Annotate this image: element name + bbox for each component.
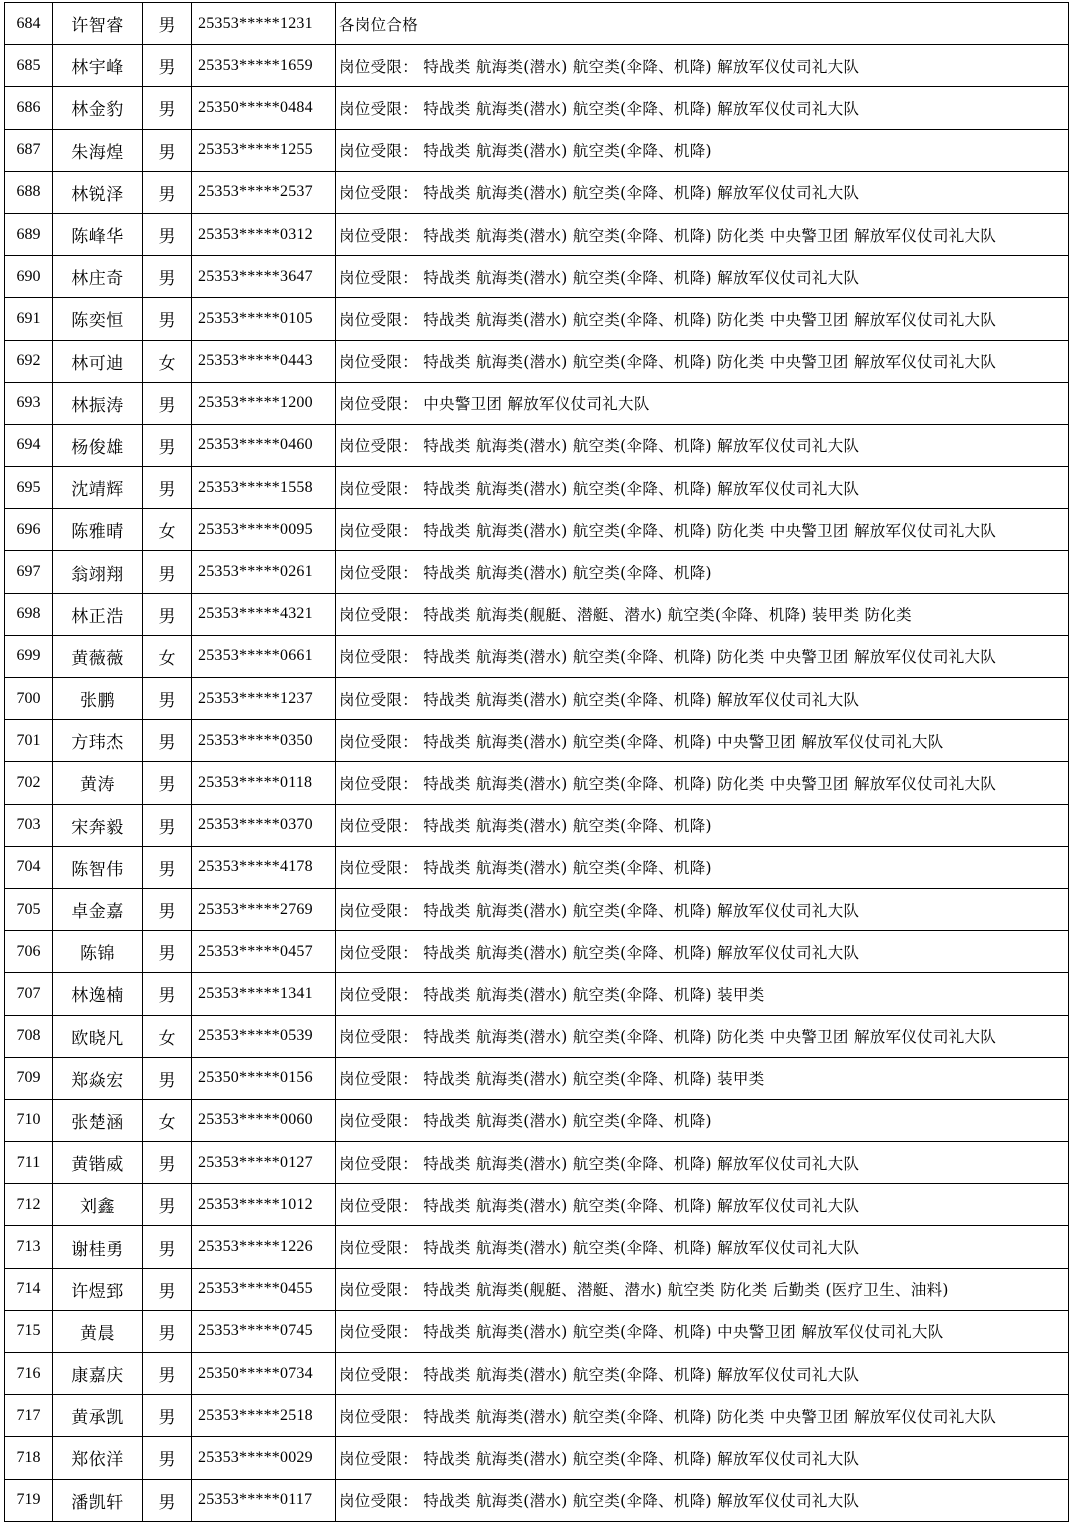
- result-cell: 岗位受限： 特战类 航海类(潜水) 航空类(伞降、机降) 防化类 中央警卫团 解放军仪仗司礼大队: [336, 298, 1069, 340]
- row-number-cell: 705: [5, 888, 53, 930]
- name-cell: 陈雅晴: [53, 509, 143, 551]
- id-number-cell: 25353*****0029: [192, 1437, 336, 1479]
- id-number-cell: 25350*****0156: [192, 1057, 336, 1099]
- gender-cell: 男: [143, 1142, 192, 1184]
- id-number-cell: 25353*****1255: [192, 129, 336, 171]
- result-cell: 岗位受限： 特战类 航海类(潜水) 航空类(伞降、机降): [336, 804, 1069, 846]
- id-number-cell: 25353*****2518: [192, 1395, 336, 1437]
- gender-cell: 男: [143, 1437, 192, 1479]
- row-number-cell: 710: [5, 1099, 53, 1141]
- name-cell: 黄涛: [53, 762, 143, 804]
- id-number-cell: 25353*****0350: [192, 720, 336, 762]
- gender-cell: 男: [143, 846, 192, 888]
- gender-cell: 女: [143, 509, 192, 551]
- name-cell: 陈锦: [53, 931, 143, 973]
- table-row: [5, 720, 1069, 762]
- table-row: [5, 635, 1069, 677]
- name-cell: 陈智伟: [53, 846, 143, 888]
- result-cell: 岗位受限： 特战类 航海类(潜水) 航空类(伞降、机降) 解放军仪仗司礼大队: [336, 171, 1069, 213]
- name-cell: 林金豹: [53, 87, 143, 129]
- row-number-cell: 700: [5, 678, 53, 720]
- table-row: [5, 1479, 1069, 1521]
- result-cell: 岗位受限： 特战类 航海类(潜水) 航空类(伞降、机降) 中央警卫团 解放军仪仗司礼大队: [336, 720, 1069, 762]
- id-number-cell: 25353*****3647: [192, 256, 336, 298]
- table-row: [5, 213, 1069, 255]
- name-cell: 郑焱宏: [53, 1057, 143, 1099]
- result-cell: 岗位受限： 特战类 航海类(潜水) 航空类(伞降、机降) 解放军仪仗司礼大队: [336, 931, 1069, 973]
- table-row: [5, 3, 1069, 45]
- row-number-cell: 695: [5, 467, 53, 509]
- table-row: [5, 551, 1069, 593]
- name-cell: 翁翊翔: [53, 551, 143, 593]
- id-number-cell: 25353*****0455: [192, 1268, 336, 1310]
- id-number-cell: 25353*****0118: [192, 762, 336, 804]
- name-cell: 杨俊雄: [53, 424, 143, 466]
- row-number-cell: 688: [5, 171, 53, 213]
- gender-cell: 男: [143, 678, 192, 720]
- gender-cell: 女: [143, 1015, 192, 1057]
- id-number-cell: 25353*****1231: [192, 3, 336, 45]
- row-number-cell: 689: [5, 213, 53, 255]
- name-cell: 陈峰华: [53, 213, 143, 255]
- gender-cell: 男: [143, 171, 192, 213]
- table-row: [5, 171, 1069, 213]
- gender-cell: 男: [143, 931, 192, 973]
- table-row: [5, 467, 1069, 509]
- table-row: [5, 762, 1069, 804]
- result-cell: 岗位受限： 特战类 航海类(潜水) 航空类(伞降、机降) 防化类 中央警卫团 解放军仪仗司礼大队: [336, 762, 1069, 804]
- table-row: [5, 888, 1069, 930]
- id-number-cell: 25353*****0312: [192, 213, 336, 255]
- row-number-cell: 711: [5, 1142, 53, 1184]
- gender-cell: 男: [143, 804, 192, 846]
- name-cell: 张鹏: [53, 678, 143, 720]
- gender-cell: 男: [143, 382, 192, 424]
- result-cell: 岗位受限： 特战类 航海类(潜水) 航空类(伞降、机降) 解放军仪仗司礼大队: [336, 1479, 1069, 1521]
- table-row: [5, 1268, 1069, 1310]
- id-number-cell: 25353*****0261: [192, 551, 336, 593]
- row-number-cell: 716: [5, 1353, 53, 1395]
- name-cell: 方玮杰: [53, 720, 143, 762]
- id-number-cell: 25353*****0117: [192, 1479, 336, 1521]
- row-number-cell: 701: [5, 720, 53, 762]
- id-number-cell: 25353*****0539: [192, 1015, 336, 1057]
- gender-cell: 男: [143, 213, 192, 255]
- id-number-cell: 25353*****0460: [192, 424, 336, 466]
- results-table: [4, 2, 1069, 1522]
- result-cell: 岗位受限： 特战类 航海类(潜水) 航空类(伞降、机降) 中央警卫团 解放军仪仗司礼大队: [336, 1310, 1069, 1352]
- gender-cell: 男: [143, 424, 192, 466]
- row-number-cell: 709: [5, 1057, 53, 1099]
- result-cell: 岗位受限： 特战类 航海类(潜水) 航空类(伞降、机降) 解放军仪仗司礼大队: [336, 1142, 1069, 1184]
- row-number-cell: 718: [5, 1437, 53, 1479]
- row-number-cell: 697: [5, 551, 53, 593]
- row-number-cell: 706: [5, 931, 53, 973]
- table-row: [5, 424, 1069, 466]
- result-cell: 岗位受限： 特战类 航海类(潜水) 航空类(伞降、机降) 解放军仪仗司礼大队: [336, 45, 1069, 87]
- gender-cell: 男: [143, 593, 192, 635]
- table-row: [5, 340, 1069, 382]
- table-row: [5, 1015, 1069, 1057]
- name-cell: 林逸楠: [53, 973, 143, 1015]
- gender-cell: 男: [143, 720, 192, 762]
- table-row: [5, 1057, 1069, 1099]
- id-number-cell: 25353*****2769: [192, 888, 336, 930]
- id-number-cell: 25353*****1659: [192, 45, 336, 87]
- id-number-cell: 25353*****4178: [192, 846, 336, 888]
- gender-cell: 男: [143, 1184, 192, 1226]
- table-row: [5, 846, 1069, 888]
- name-cell: 宋奔毅: [53, 804, 143, 846]
- row-number-cell: 694: [5, 424, 53, 466]
- table-row: [5, 1226, 1069, 1268]
- row-number-cell: 685: [5, 45, 53, 87]
- id-number-cell: 25353*****0745: [192, 1310, 336, 1352]
- result-cell: 岗位受限： 特战类 航海类(潜水) 航空类(伞降、机降) 解放军仪仗司礼大队: [336, 1226, 1069, 1268]
- name-cell: 谢桂勇: [53, 1226, 143, 1268]
- table-row: [5, 256, 1069, 298]
- gender-cell: 男: [143, 1395, 192, 1437]
- result-cell: 岗位受限： 特战类 航海类(潜水) 航空类(伞降、机降) 装甲类: [336, 1057, 1069, 1099]
- table-row: [5, 1184, 1069, 1226]
- row-number-cell: 719: [5, 1479, 53, 1521]
- id-number-cell: 25353*****4321: [192, 593, 336, 635]
- table-row: [5, 593, 1069, 635]
- result-cell: 岗位受限： 特战类 航海类(潜水) 航空类(伞降、机降): [336, 129, 1069, 171]
- row-number-cell: 708: [5, 1015, 53, 1057]
- id-number-cell: 25353*****0457: [192, 931, 336, 973]
- id-number-cell: 25353*****2537: [192, 171, 336, 213]
- id-number-cell: 25353*****1341: [192, 973, 336, 1015]
- row-number-cell: 687: [5, 129, 53, 171]
- id-number-cell: 25350*****0484: [192, 87, 336, 129]
- row-number-cell: 714: [5, 1268, 53, 1310]
- id-number-cell: 25353*****1237: [192, 678, 336, 720]
- name-cell: 林锐泽: [53, 171, 143, 213]
- gender-cell: 女: [143, 635, 192, 677]
- name-cell: 黄薇薇: [53, 635, 143, 677]
- row-number-cell: 713: [5, 1226, 53, 1268]
- name-cell: 康嘉庆: [53, 1353, 143, 1395]
- result-cell: 岗位受限： 特战类 航海类(潜水) 航空类(伞降、机降) 防化类 中央警卫团 解放军仪仗司礼大队: [336, 1395, 1069, 1437]
- row-number-cell: 684: [5, 3, 53, 45]
- gender-cell: 男: [143, 888, 192, 930]
- id-number-cell: 25353*****0370: [192, 804, 336, 846]
- row-number-cell: 692: [5, 340, 53, 382]
- table-body: [5, 3, 1069, 1522]
- gender-cell: 男: [143, 1353, 192, 1395]
- id-number-cell: 25353*****0443: [192, 340, 336, 382]
- row-number-cell: 699: [5, 635, 53, 677]
- gender-cell: 男: [143, 1479, 192, 1521]
- result-cell: 岗位受限： 特战类 航海类(舰艇、潜艇、潜水) 航空类 防化类 后勤类 (医疗卫生、油料): [336, 1268, 1069, 1310]
- name-cell: 卓金嘉: [53, 888, 143, 930]
- name-cell: 朱海煌: [53, 129, 143, 171]
- row-number-cell: 703: [5, 804, 53, 846]
- gender-cell: 女: [143, 1099, 192, 1141]
- gender-cell: 男: [143, 973, 192, 1015]
- name-cell: 林正浩: [53, 593, 143, 635]
- row-number-cell: 707: [5, 973, 53, 1015]
- result-cell: 岗位受限： 中央警卫团 解放军仪仗司礼大队: [336, 382, 1069, 424]
- row-number-cell: 717: [5, 1395, 53, 1437]
- id-number-cell: 25353*****1226: [192, 1226, 336, 1268]
- name-cell: 欧晓凡: [53, 1015, 143, 1057]
- name-cell: 张楚涵: [53, 1099, 143, 1141]
- table-row: [5, 382, 1069, 424]
- result-cell: 岗位受限： 特战类 航海类(潜水) 航空类(伞降、机降) 解放军仪仗司礼大队: [336, 678, 1069, 720]
- name-cell: 黄晨: [53, 1310, 143, 1352]
- gender-cell: 男: [143, 45, 192, 87]
- name-cell: 许煜郅: [53, 1268, 143, 1310]
- result-cell: 岗位受限： 特战类 航海类(潜水) 航空类(伞降、机降) 解放军仪仗司礼大队: [336, 1353, 1069, 1395]
- name-cell: 林可迪: [53, 340, 143, 382]
- id-number-cell: 25353*****0060: [192, 1099, 336, 1141]
- gender-cell: 女: [143, 340, 192, 382]
- gender-cell: 男: [143, 1310, 192, 1352]
- id-number-cell: 25353*****0105: [192, 298, 336, 340]
- id-number-cell: 25353*****1200: [192, 382, 336, 424]
- table-row: [5, 298, 1069, 340]
- gender-cell: 男: [143, 1057, 192, 1099]
- result-cell: 岗位受限： 特战类 航海类(潜水) 航空类(伞降、机降) 解放军仪仗司礼大队: [336, 1437, 1069, 1479]
- name-cell: 林宇峰: [53, 45, 143, 87]
- table-row: [5, 931, 1069, 973]
- gender-cell: 男: [143, 87, 192, 129]
- result-cell: 岗位受限： 特战类 航海类(舰艇、潜艇、潜水) 航空类(伞降、机降) 装甲类 防化类: [336, 593, 1069, 635]
- name-cell: 刘鑫: [53, 1184, 143, 1226]
- row-number-cell: 712: [5, 1184, 53, 1226]
- name-cell: 黄锴威: [53, 1142, 143, 1184]
- id-number-cell: 25353*****0661: [192, 635, 336, 677]
- result-cell: 岗位受限： 特战类 航海类(潜水) 航空类(伞降、机降) 解放军仪仗司礼大队: [336, 467, 1069, 509]
- gender-cell: 男: [143, 467, 192, 509]
- row-number-cell: 690: [5, 256, 53, 298]
- result-cell: 各岗位合格: [336, 3, 1069, 45]
- row-number-cell: 702: [5, 762, 53, 804]
- table-row: [5, 1353, 1069, 1395]
- row-number-cell: 696: [5, 509, 53, 551]
- row-number-cell: 686: [5, 87, 53, 129]
- gender-cell: 男: [143, 1268, 192, 1310]
- result-cell: 岗位受限： 特战类 航海类(潜水) 航空类(伞降、机降) 防化类 中央警卫团 解放军仪仗司礼大队: [336, 213, 1069, 255]
- result-cell: 岗位受限： 特战类 航海类(潜水) 航空类(伞降、机降): [336, 1099, 1069, 1141]
- table-row: [5, 45, 1069, 87]
- gender-cell: 男: [143, 298, 192, 340]
- row-number-cell: 698: [5, 593, 53, 635]
- table-row: [5, 509, 1069, 551]
- result-cell: 岗位受限： 特战类 航海类(潜水) 航空类(伞降、机降) 解放军仪仗司礼大队: [336, 256, 1069, 298]
- name-cell: 沈靖辉: [53, 467, 143, 509]
- table-row: [5, 1395, 1069, 1437]
- result-cell: 岗位受限： 特战类 航海类(潜水) 航空类(伞降、机降) 防化类 中央警卫团 解放军仪仗司礼大队: [336, 509, 1069, 551]
- row-number-cell: 715: [5, 1310, 53, 1352]
- gender-cell: 男: [143, 762, 192, 804]
- result-cell: 岗位受限： 特战类 航海类(潜水) 航空类(伞降、机降) 装甲类: [336, 973, 1069, 1015]
- name-cell: 郑依洋: [53, 1437, 143, 1479]
- gender-cell: 男: [143, 129, 192, 171]
- result-cell: 岗位受限： 特战类 航海类(潜水) 航空类(伞降、机降) 解放军仪仗司礼大队: [336, 87, 1069, 129]
- name-cell: 林庄奇: [53, 256, 143, 298]
- name-cell: 潘凯轩: [53, 1479, 143, 1521]
- table-row: [5, 87, 1069, 129]
- name-cell: 林振涛: [53, 382, 143, 424]
- name-cell: 许智睿: [53, 3, 143, 45]
- result-cell: 岗位受限： 特战类 航海类(潜水) 航空类(伞降、机降) 解放军仪仗司礼大队: [336, 1184, 1069, 1226]
- result-cell: 岗位受限： 特战类 航海类(潜水) 航空类(伞降、机降) 解放军仪仗司礼大队: [336, 424, 1069, 466]
- result-cell: 岗位受限： 特战类 航海类(潜水) 航空类(伞降、机降): [336, 551, 1069, 593]
- row-number-cell: 704: [5, 846, 53, 888]
- table-row: [5, 129, 1069, 171]
- gender-cell: 男: [143, 551, 192, 593]
- table-row: [5, 1437, 1069, 1479]
- row-number-cell: 691: [5, 298, 53, 340]
- id-number-cell: 25353*****1558: [192, 467, 336, 509]
- table-row: [5, 804, 1069, 846]
- result-cell: 岗位受限： 特战类 航海类(潜水) 航空类(伞降、机降) 防化类 中央警卫团 解放军仪仗司礼大队: [336, 635, 1069, 677]
- result-cell: 岗位受限： 特战类 航海类(潜水) 航空类(伞降、机降) 防化类 中央警卫团 解放军仪仗司礼大队: [336, 340, 1069, 382]
- result-cell: 岗位受限： 特战类 航海类(潜水) 航空类(伞降、机降) 防化类 中央警卫团 解放军仪仗司礼大队: [336, 1015, 1069, 1057]
- result-cell: 岗位受限： 特战类 航海类(潜水) 航空类(伞降、机降): [336, 846, 1069, 888]
- gender-cell: 男: [143, 3, 192, 45]
- table-row: [5, 1310, 1069, 1352]
- table-row: [5, 973, 1069, 1015]
- name-cell: 陈奕恒: [53, 298, 143, 340]
- gender-cell: 男: [143, 1226, 192, 1268]
- id-number-cell: 25350*****0734: [192, 1353, 336, 1395]
- id-number-cell: 25353*****1012: [192, 1184, 336, 1226]
- table-row: [5, 1099, 1069, 1141]
- table-row: [5, 1142, 1069, 1184]
- table-row: [5, 678, 1069, 720]
- id-number-cell: 25353*****0095: [192, 509, 336, 551]
- row-number-cell: 693: [5, 382, 53, 424]
- gender-cell: 男: [143, 256, 192, 298]
- name-cell: 黄承凯: [53, 1395, 143, 1437]
- id-number-cell: 25353*****0127: [192, 1142, 336, 1184]
- result-cell: 岗位受限： 特战类 航海类(潜水) 航空类(伞降、机降) 解放军仪仗司礼大队: [336, 888, 1069, 930]
